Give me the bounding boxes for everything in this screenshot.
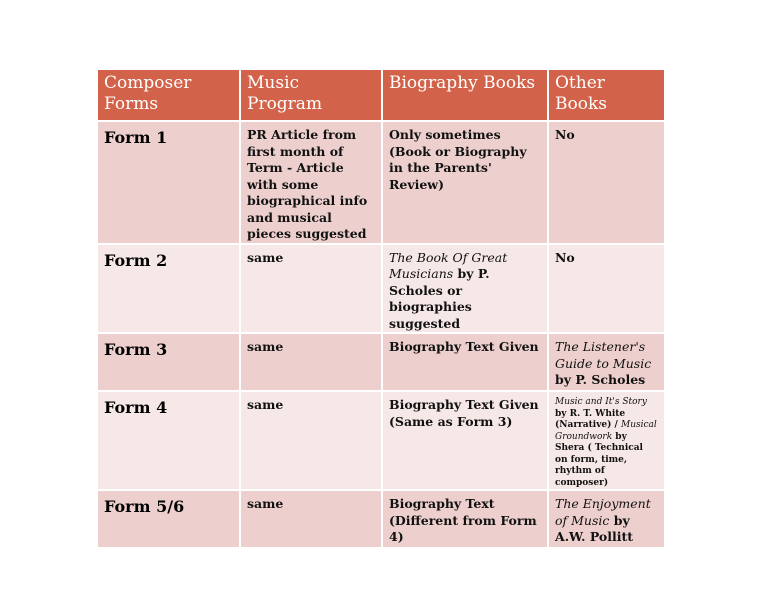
table-row xyxy=(98,490,664,547)
biography-books-cell: Biography Text Given xyxy=(382,333,548,391)
book-author: by P. Scholes xyxy=(555,372,646,387)
music-program-cell: same xyxy=(240,333,382,391)
form-cell: Form 4 xyxy=(98,391,240,490)
book-title: The Listener's Guide to Music xyxy=(555,339,652,371)
book-description: by Shera ( Technical on form, time, rhythm of composer) xyxy=(555,431,643,488)
form-cell: Form 3 xyxy=(98,333,240,391)
music-program-cell: same xyxy=(240,244,382,334)
header-other-books: Other Books xyxy=(548,70,664,121)
table-row xyxy=(98,391,664,490)
book-title: The Book Of Great Musicians xyxy=(389,249,508,281)
book-title: The Enjoyment of Music xyxy=(555,496,651,528)
music-program-cell: same xyxy=(240,490,382,547)
book-author: by P. Scholes or biographies suggested xyxy=(389,266,490,331)
composer-forms-table xyxy=(98,70,664,547)
other-books-cell xyxy=(548,333,664,391)
book-title: Music and It's Story xyxy=(555,397,647,407)
form-cell: Form 1 xyxy=(98,121,240,244)
header-biography-books: Biography Books xyxy=(382,70,548,121)
header-row xyxy=(98,70,664,121)
other-books-cell: No xyxy=(548,121,664,244)
header-music-program: Music Program xyxy=(240,70,382,121)
form-cell: Form 5/6 xyxy=(98,490,240,547)
biography-books-cell xyxy=(382,244,548,334)
biography-books-cell: Only sometimes (Book or Biography in the Parents' Review) xyxy=(382,121,548,244)
table-row xyxy=(98,244,664,334)
form-cell: Form 2 xyxy=(98,244,240,334)
music-program-cell: same xyxy=(240,391,382,490)
biography-books-cell: Biography Text (Different from Form 4) xyxy=(382,490,548,547)
other-books-cell: No xyxy=(548,244,664,334)
book-author: by R. T. White (Narrative) / xyxy=(555,408,626,430)
book-author: by A.W. Pollitt xyxy=(555,512,634,544)
header-composer-forms: Composer Forms xyxy=(98,70,240,121)
other-books-cell xyxy=(548,391,664,490)
other-books-cell xyxy=(548,490,664,547)
biography-books-cell: Biography Text Given (Same as Form 3) xyxy=(382,391,548,490)
table-row xyxy=(98,333,664,391)
table-row xyxy=(98,121,664,244)
music-program-cell: PR Article from first month of Term - Article with some biographical info and musical pieces suggested xyxy=(240,121,382,244)
book-title: Musical Groundwork xyxy=(555,420,657,442)
